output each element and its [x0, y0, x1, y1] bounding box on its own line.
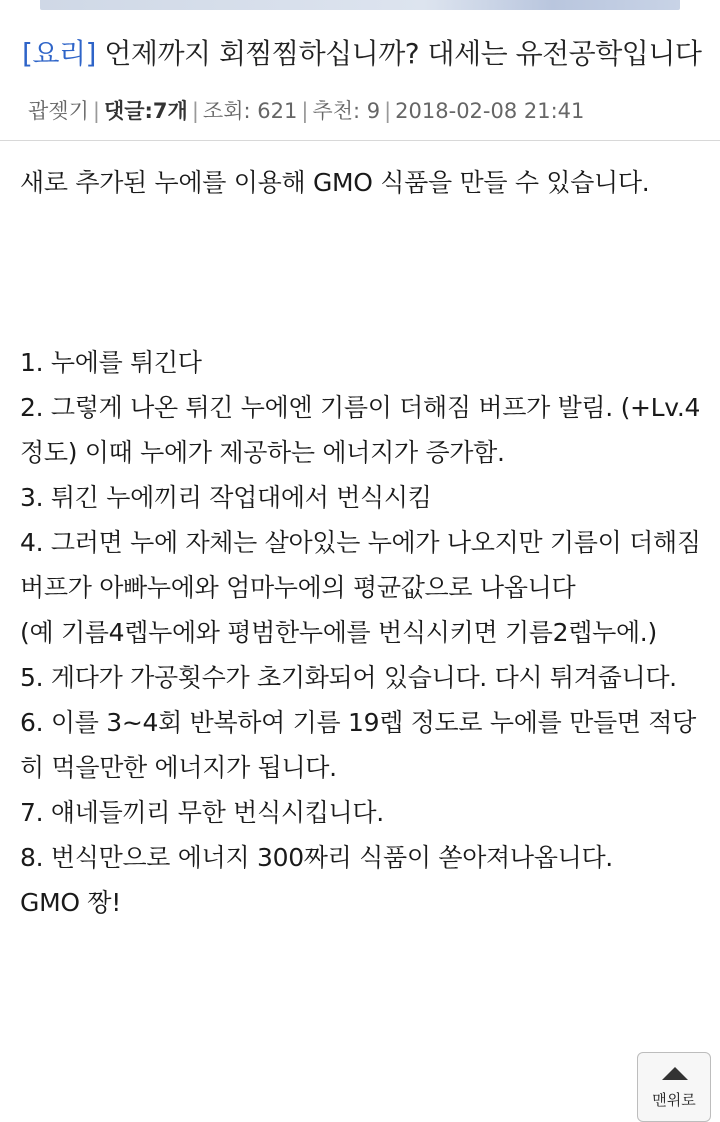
post-title [22, 34, 706, 74]
post-datetime: 2018-02-08 21:41 [395, 99, 585, 123]
post-category[interactable]: [요리] [22, 37, 96, 70]
post-author[interactable]: 괍젲기 [28, 99, 89, 123]
post-body [20, 160, 710, 925]
post-line: 4. 그러면 누에 자체는 살아있는 누에가 나오지만 기름이 더해짐 버프가 아빠누에와 엄마누에의 평균값으로 나옵니다 [20, 528, 701, 602]
top-banner-image[interactable] [40, 0, 680, 10]
meta-divider: | [191, 99, 199, 123]
post-line: 2. 그렇게 나온 튀긴 누에엔 기름이 더해짐 버프가 발림. (+Lv.4 정도) 이때 누에가 제공하는 에너지가 증가함. [20, 393, 701, 467]
arrow-up-icon [662, 1067, 688, 1080]
post-line: 5. 게다가 가공횟수가 초기화되어 있습니다. 다시 튀겨줍니다. [20, 663, 677, 692]
meta-divider: | [301, 99, 309, 123]
blank-space [20, 205, 710, 340]
like-count: 추천: 9 [312, 99, 381, 123]
meta-divider: | [92, 99, 100, 123]
post-line: GMO 짱! [20, 888, 121, 917]
post-meta [28, 96, 584, 126]
meta-divider: | [384, 99, 392, 123]
post-line: 1. 누에를 튀긴다 [20, 348, 202, 377]
comment-label: 댓글: [103, 99, 153, 123]
post-line: 8. 번식만으로 에너지 300짜리 식품이 쏟아져나옵니다. [20, 843, 613, 872]
comment-number: 7 [152, 99, 168, 123]
scroll-top-label: 맨위로 [652, 1091, 696, 1109]
view-count: 조회: 621 [202, 99, 298, 123]
post-header [0, 10, 720, 141]
post-intro: 새로 추가된 누에를 이용해 GMO 식품을 만들 수 있습니다. [20, 168, 650, 197]
post-title-text: 언제까지 회찜찜하십니까? 대세는 유전공학입니다 [95, 37, 702, 70]
post-line: (예 기름4렙누에와 평범한누에를 번식시키면 기름2렙누에.) [20, 618, 657, 647]
post-line: 3. 튀긴 누에끼리 작업대에서 번식시킴 [20, 483, 432, 512]
post-line: 7. 얘네들끼리 무한 번식시킵니다. [20, 798, 384, 827]
comment-count[interactable] [104, 99, 188, 123]
post-line: 6. 이를 3~4회 반복하여 기름 19렙 정도로 누에를 만들면 적당히 먹을만한 에너지가 됩니다. [20, 708, 696, 782]
comment-unit: 개 [167, 99, 188, 123]
